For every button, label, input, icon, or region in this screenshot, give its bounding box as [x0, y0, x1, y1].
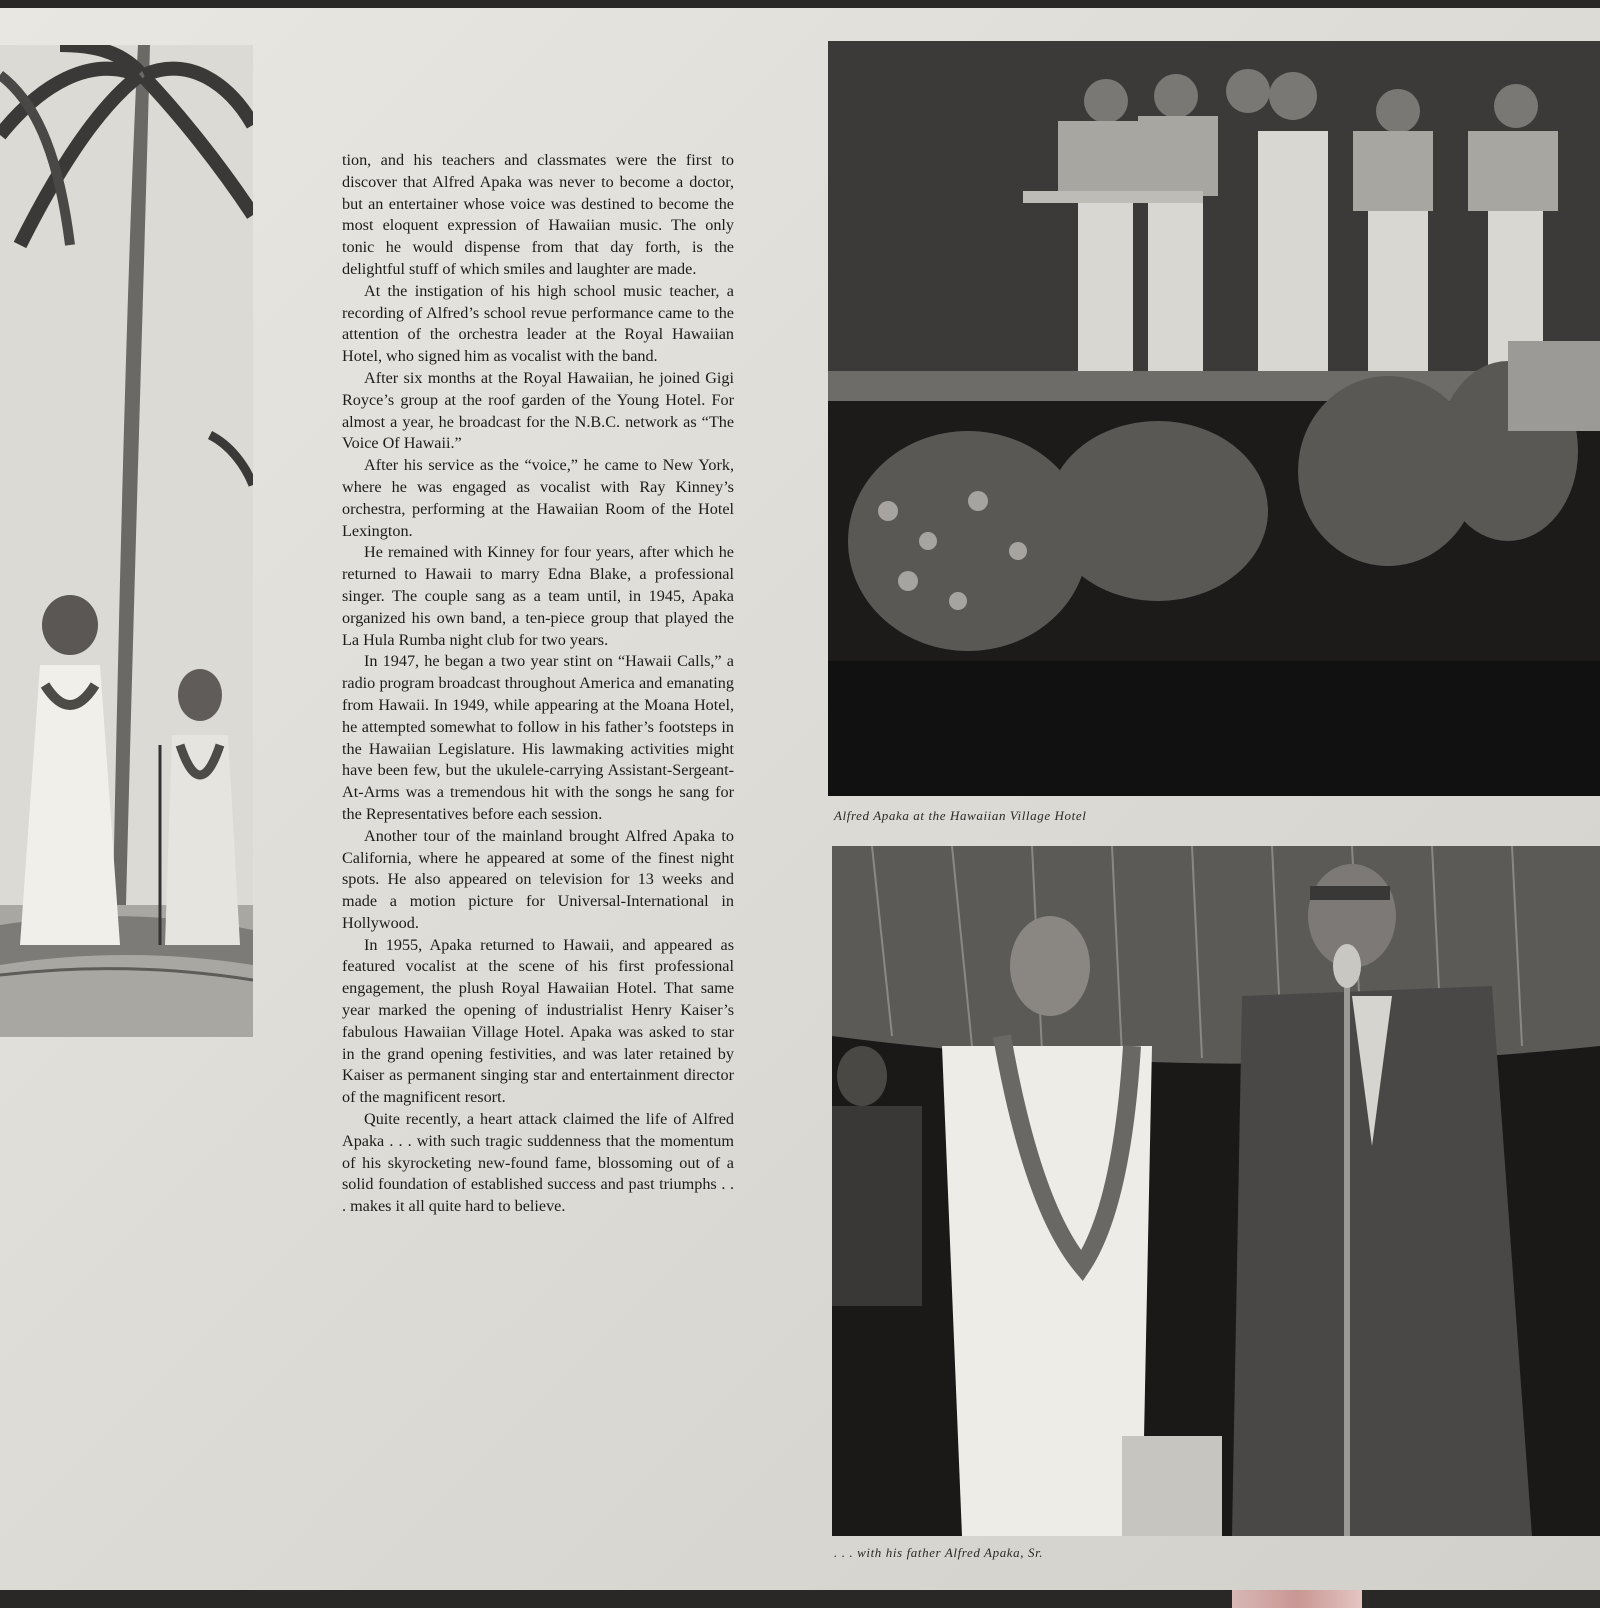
hawaiian-village-stage-photo: [828, 41, 1600, 796]
article-paragraph: tion, and his teachers and classmates were the first to discover that Alfred Apaka was never to become a doctor, but an entertainer whose voice was destined to become the most eloquent expression of Hawaiian music. The only tonic he would dispense from that day forth, is the delightful stuff of which smiles and laughter are made.: [342, 151, 734, 278]
palm-trees-illustration: [0, 45, 253, 1037]
top-photo-caption: Alfred Apaka at the Hawaiian Village Hotel: [834, 808, 1087, 823]
article-paragraph: Another tour of the mainland brought Alfred Apaka to California, where he appeared at some of the finest night spots. He also appeared on television for 13 weeks and made a motion picture for Universal-International in Hollywood.: [342, 826, 734, 932]
article-paragraph: In 1955, Apaka returned to Hawaii, and appeared as featured vocalist at the scene of his first professional engagement, the plush Royal Hawaiian Hotel. That same year marked the opening of industrialist Henry Kaiser’s fabulous Hawaiian Village Hotel. Apaka was asked to star in the grand opening festivities, and was later retained by Kaiser as permanent singing star and entertainment director of the magnificent resort.: [342, 935, 734, 1107]
article-paragraph: At the instigation of his high school music teacher, a recording of Alfred’s school revue performance came to the attention of the orchestra leader at the Royal Hawaiian Hotel, who signed him as vocalist with the band.: [342, 281, 734, 366]
article-paragraph: In 1947, he began a two year stint on “Hawaii Calls,” a radio program broadcast throughout America and emanating from Hawaii. In 1949, while appearing at the Moana Hotel, he attempted somewhat to follow in his father’s footsteps in the Hawaiian Legislature. His lawmaking activities might have been few, but the ukulele-carrying Assistant-Sergeant-At-Arms was a tremendous hit with the songs he sang for the Representatives before each session.: [342, 652, 734, 823]
stage-band-illustration: [828, 41, 1600, 796]
inner-sleeve-edge: [1232, 1590, 1362, 1608]
father-son-illustration: [832, 846, 1600, 1536]
palm-trees-photo: [0, 45, 253, 1037]
father-son-photo: [832, 846, 1600, 1536]
album-back-cover: [0, 8, 1600, 1590]
biography-article: [342, 150, 734, 1218]
article-paragraph: After six months at the Royal Hawaiian, he joined Gigi Royce’s group at the roof garden of the Young Hotel. For almost a year, he broadcast for the N.B.C. network as “The Voice Of Hawaii.”: [342, 368, 734, 453]
article-paragraph: After his service as the “voice,” he came to New York, where he was engaged as vocalist with Ray Kinney’s orchestra, performing at the Hawaiian Room of the Hotel Lexington.: [342, 456, 734, 540]
article-paragraph: He remained with Kinney for four years, after which he returned to Hawaii to marry Edna Blake, a professional singer. The couple sang as a team until, in 1945, Apaka organized his own band, a ten-piece group that played the La Hula Rumba night club for two years.: [342, 543, 734, 649]
bottom-photo-caption: . . . with his father Alfred Apaka, Sr.: [834, 1545, 1044, 1560]
article-paragraph: Quite recently, a heart attack claimed the life of Alfred Apaka . . . with such tragic suddenness that the momentum of his skyrocketing new-found fame, blossoming out of a solid foundation of established success and past triumphs . . . makes it all quite hard to believe.: [342, 1110, 734, 1216]
